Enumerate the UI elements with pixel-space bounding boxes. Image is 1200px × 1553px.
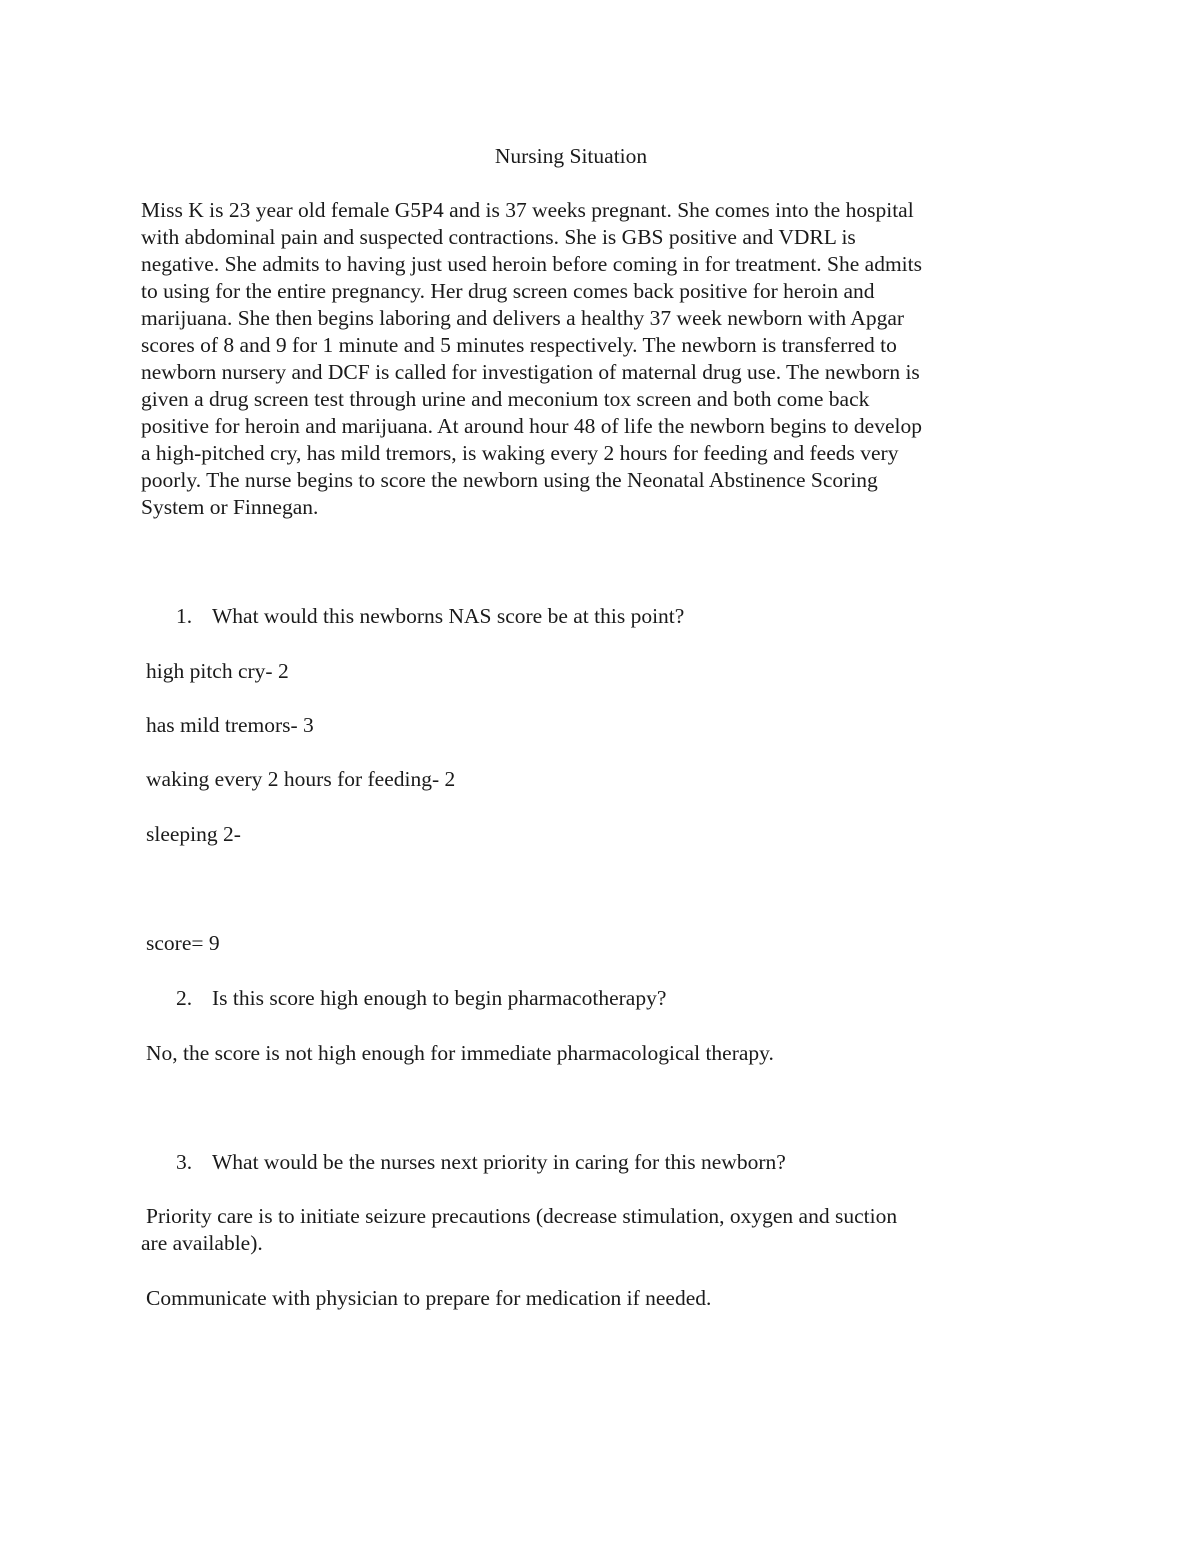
paragraph-line: with abdominal pain and suspected contractions. She is GBS positive and VDRL is [141, 225, 856, 249]
situation-paragraph [141, 197, 1021, 521]
paragraph-line: System or Finnegan. [141, 495, 319, 519]
question-2-number: 2. [176, 986, 193, 1010]
question-1-text: What would this newborns NAS score be at this point? [212, 604, 685, 628]
question-3-answer-line: Priority care is to initiate seizure precautions (decrease stimulation, oxygen and suction [146, 1204, 898, 1228]
paragraph-line: to using for the entire pregnancy. Her drug screen comes back positive for heroin and [141, 279, 875, 303]
paragraph-line: negative. She admits to having just used heroin before coming in for treatment. She admits [141, 252, 922, 276]
question-3-number: 3. [176, 1150, 193, 1174]
paragraph-line: poorly. The nurse begins to score the newborn using the Neonatal Abstinence Scoring [141, 468, 878, 492]
question-2-text: Is this score high enough to begin pharmacotherapy? [212, 986, 667, 1010]
answer-waking-feeding: waking every 2 hours for feeding- 2 [146, 767, 456, 791]
paragraph-line: a high-pitched cry, has mild tremors, is waking every 2 hours for feeding and feeds very [141, 441, 899, 465]
paragraph-line: positive for heroin and marijuana. At around hour 48 of life the newborn begins to develop [141, 414, 922, 438]
paragraph-line: newborn nursery and DCF is called for investigation of maternal drug use. The newborn is [141, 360, 920, 384]
question-3-text: What would be the nurses next priority in caring for this newborn? [212, 1150, 786, 1174]
paragraph-line: marijuana. She then begins laboring and delivers a healthy 37 week newborn with Apgar [141, 306, 905, 330]
question-3-answer-2: Communicate with physician to prepare for medication if needed. [146, 1286, 712, 1310]
nas-score-total: score= 9 [146, 931, 220, 955]
answer-mild-tremors: has mild tremors- 3 [146, 713, 314, 737]
question-1-number: 1. [176, 604, 193, 628]
question-2-answer: No, the score is not high enough for immediate pharmacological therapy. [146, 1041, 774, 1065]
paragraph-line: Miss K is 23 year old female G5P4 and is 37 weeks pregnant. She comes into the hospital [141, 198, 914, 222]
question-3-answer-line: are available). [141, 1231, 263, 1255]
paragraph-line: scores of 8 and 9 for 1 minute and 5 minutes respectively. The newborn is transferred to [141, 333, 897, 357]
document-title: Nursing Situation [494, 144, 648, 168]
answer-sleeping: sleeping 2- [146, 822, 241, 846]
paragraph-line: given a drug screen test through urine and meconium tox screen and both come back [141, 387, 870, 411]
answer-high-pitch-cry: high pitch cry- 2 [146, 659, 289, 683]
